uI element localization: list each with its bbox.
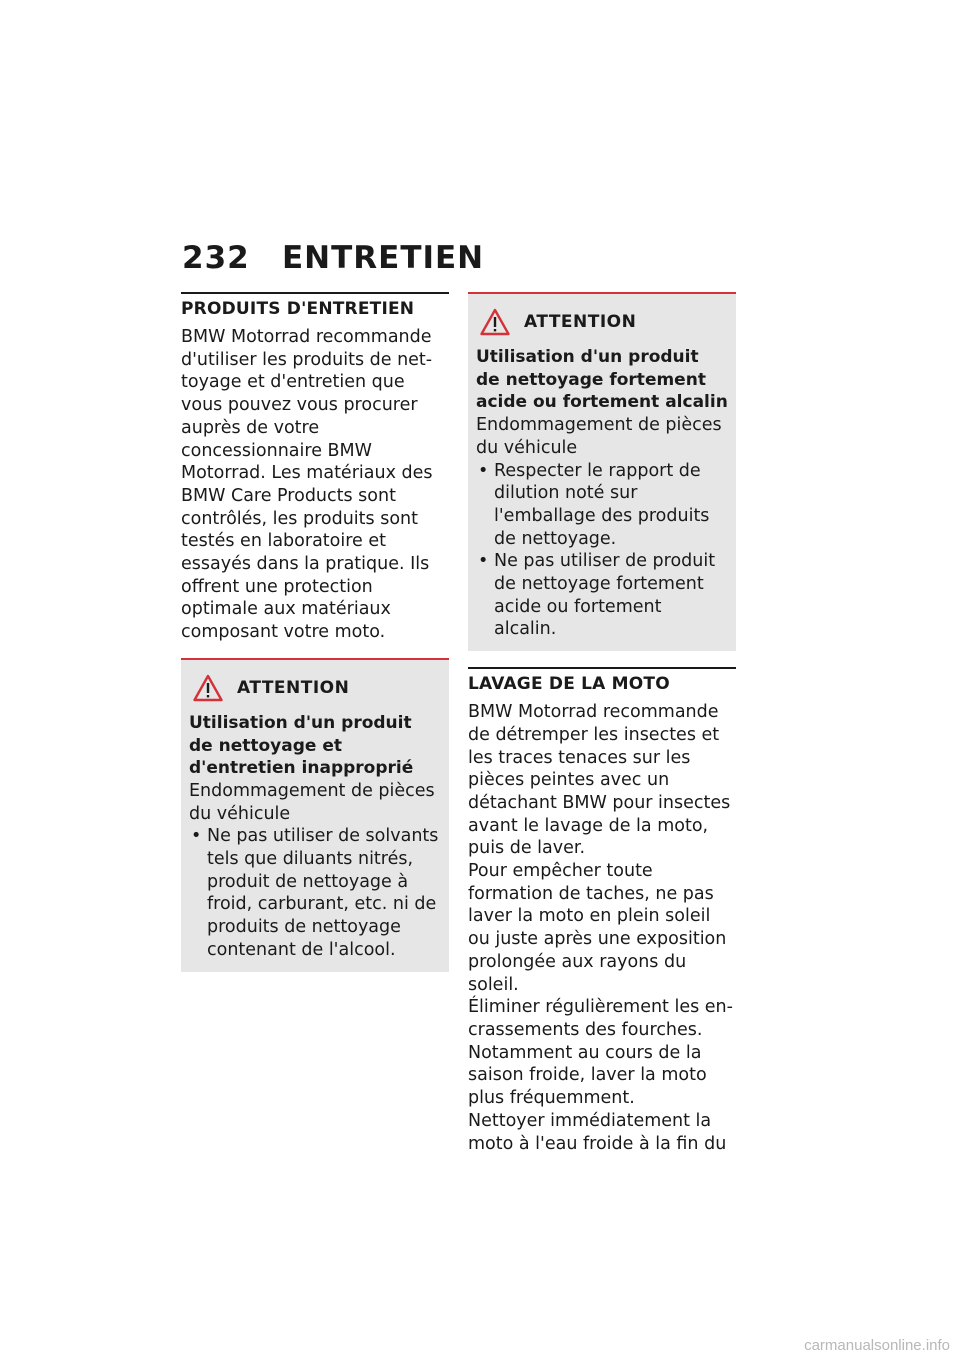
warning-bullets: [476, 460, 728, 642]
warning-label: ATTENTION: [237, 677, 350, 698]
warning-description: Endommagement de pièces du véhicule: [476, 415, 722, 458]
body-paragraph: Notamment au cours de la saison froide, laver la moto plus fréquemment.: [468, 1042, 707, 1109]
warning-bullets: [189, 825, 441, 961]
body-paragraph: Pour empêcher toute formation de taches, ne pas laver la moto en plein soleil ou juste après une exposition prolongée aux rayons du soleil.: [468, 861, 727, 995]
warning-title: Utilisation d'un produit de nettoyage et d'entretien inapproprié: [189, 712, 414, 779]
body-paragraph: Éliminer régulièrement les encrassements des fourches.: [468, 997, 733, 1040]
body-paragraph: BMW Motorrad recommande de détremper les insectes et les traces tenaces sur les pièces peintes avec un détachant BMW pour insectes avant le lavage de la moto, puis de laver.: [468, 702, 731, 859]
section-title-produits: PRODUITS D'ENTRETIEN: [181, 292, 449, 319]
section-title-lavage: LAVAGE DE LA MOTO: [468, 667, 736, 694]
body-produits: BMW Motorrad recommande d'utiliser les produits de nettoyage et d'entretien que vous pouvez vous procurer auprès de votre concessionnaire BMW Motorrad. Les matériaux des BMW Care Products sont contrôlés, les produits sont testés en laboratoire et essayés dans la pratique. Ils offrent une protection optimale aux matériaux composant votre moto.: [181, 327, 433, 643]
warning-header: [476, 308, 728, 336]
chapter-title: ENTRETIEN: [282, 240, 485, 276]
warning-header: [189, 674, 441, 702]
bullet-item: • Ne pas utiliser de solvants tels que diluants nitrés, produit de nettoyage à froid, carburant, etc. ni de produits de nettoyage contenant de l'alcool.: [189, 825, 441, 961]
warning-triangle-icon: [193, 674, 223, 702]
warning-label: ATTENTION: [524, 312, 637, 332]
warning-description: Endommagement de pièces du véhicule: [189, 780, 435, 824]
body-paragraph: Nettoyer immédiatement la moto à l'eau froide à la fin du: [468, 1110, 727, 1154]
warning-box-left: [181, 658, 449, 972]
warning-title: Utilisation d'un produit de nettoyage fortement acide ou fortement alcalin: [476, 347, 728, 413]
bullet-item: • Respecter le rapport de dilution noté sur l'emballage des produits de nettoyage.: [476, 460, 728, 551]
warning-box-right: [468, 292, 736, 651]
watermark: carmanualsonline.info: [804, 1337, 950, 1354]
page-header: [182, 240, 742, 276]
page-number: 232: [182, 240, 250, 276]
left-column: [181, 292, 449, 972]
bullet-item: • Ne pas utiliser de produit de nettoyage fortement acide ou fortement alcalin.: [476, 550, 728, 641]
warning-triangle-icon: [480, 308, 510, 336]
right-column: [468, 292, 736, 1155]
